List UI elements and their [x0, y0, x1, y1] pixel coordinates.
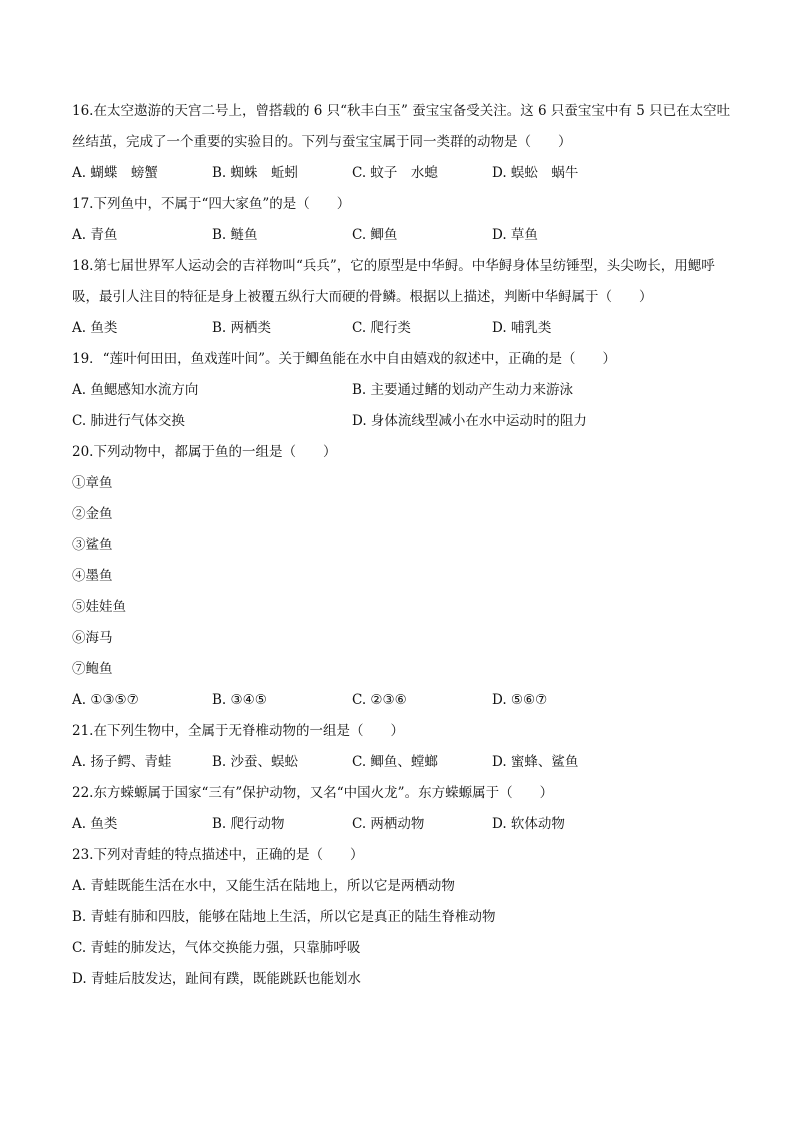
question-19-options-row2 [72, 406, 732, 437]
question-18-stem: 18.第七届世界军人运动会的吉祥物叫“兵兵”，它的原型是中华鲟。中华鲟身体呈纺锤型，头尖吻长，用鳃呼吸，最引人注目的特征是身上被覆五纵行大而硬的骨鳞。根据以上描述，判断中华鲟属于（ ） [72, 258, 715, 305]
question-17-options [72, 220, 732, 251]
question-16-options [72, 158, 732, 189]
question-list [72, 96, 732, 995]
option-b[interactable]: B. 主要通过鳍的划动产生动力来游泳 [352, 382, 574, 398]
question-16-stem: 16.在太空遨游的天宫二号上，曾搭载的 6 只“秋丰白玉” 蚕宝宝备受关注。这 6 只蚕宝宝中有 5 只已在太空吐丝结茧，完成了一个重要的实验目的。下列与蚕宝宝属于同一类群的动物是（ ） [72, 103, 731, 150]
option-b[interactable]: B. 两栖类 [212, 320, 272, 336]
question-20-item: ③鲨鱼 [72, 537, 113, 553]
option-d[interactable]: D. ⑤⑥⑦ [492, 692, 548, 708]
question-19-stem: 19．“莲叶何田田，鱼戏莲叶间”。关于鲫鱼能在水中自由嬉戏的叙述中，正确的是（ ） [72, 351, 616, 367]
question-19-options-row1 [72, 375, 732, 406]
option-d[interactable]: D. 哺乳类 [492, 320, 552, 336]
question-20-item: ⑦鲍鱼 [72, 661, 113, 677]
question-20-item: ①章鱼 [72, 475, 113, 491]
option-d[interactable]: D. 软体动物 [492, 816, 565, 832]
question-20-options [72, 685, 732, 716]
question-20-item: ②金鱼 [72, 506, 113, 522]
option-c[interactable]: C. ②③⑥ [352, 692, 407, 708]
option-b[interactable]: B. 鲢鱼 [212, 227, 258, 243]
option-b[interactable]: B. 爬行动物 [212, 816, 285, 832]
question-22-stem: 22.东方蝾螈属于国家“三有”保护动物，又名“中国火龙”。东方蝾螈属于（ ） [72, 785, 554, 801]
option-b[interactable]: B. ③④⑤ [212, 692, 267, 708]
option-a[interactable]: A. 鱼鳃感知水流方向 [72, 382, 199, 398]
question-21-stem: 21.在下列生物中，全属于无脊椎动物的一组是（ ） [72, 723, 404, 739]
question-20-item: ④墨鱼 [72, 568, 113, 584]
option-d[interactable]: D. 身体流线型减小在水中运动时的阻力 [352, 413, 587, 429]
option-c[interactable]: C. 蚊子 水螅 [352, 165, 438, 181]
option-a[interactable]: A. 蝴蝶 螃蟹 [72, 165, 158, 181]
option-d[interactable]: D. 蜜蜂、鲨鱼 [492, 754, 579, 770]
option-d[interactable]: D. 草鱼 [492, 227, 538, 243]
option-a[interactable]: A. 青鱼 [72, 227, 118, 243]
question-21-options [72, 747, 732, 778]
option-a[interactable]: A. 鱼类 [72, 816, 118, 832]
question-17-stem: 17.下列鱼中，不属于“四大家鱼”的是（ ） [72, 196, 351, 212]
option-a[interactable]: A. ①③⑤⑦ [72, 692, 139, 708]
option-c[interactable]: C. 鲫鱼 [352, 227, 398, 243]
option-a[interactable]: A. 青蛙既能生活在水中，又能生活在陆地上，所以它是两栖动物 [72, 878, 455, 894]
option-b[interactable]: B. 青蛙有肺和四肢，能够在陆地上生活，所以它是真正的陆生脊椎动物 [72, 909, 496, 925]
option-c[interactable]: C. 爬行类 [352, 320, 411, 336]
option-c[interactable]: C. 青蛙的肺发达，气体交换能力强，只靠肺呼吸 [72, 940, 361, 956]
question-20-item: ⑥海马 [72, 630, 113, 646]
question-20-stem: 20.下列动物中，都属于鱼的一组是（ ） [72, 444, 337, 460]
option-a[interactable]: A. 鱼类 [72, 320, 118, 336]
option-a[interactable]: A. 扬子鳄、青蛙 [72, 754, 172, 770]
option-d[interactable]: D. 青蛙后肢发达，趾间有蹼，既能跳跃也能划水 [72, 971, 361, 987]
question-20-item: ⑤娃娃鱼 [72, 599, 126, 615]
option-c[interactable]: C. 肺进行气体交换 [72, 413, 185, 429]
option-c[interactable]: C. 两栖动物 [352, 816, 425, 832]
option-b[interactable]: B. 蜘蛛 蚯蚓 [212, 165, 299, 181]
question-18-options [72, 313, 732, 344]
question-22-options [72, 809, 732, 840]
option-c[interactable]: C. 鲫鱼、螳螂 [352, 754, 438, 770]
option-d[interactable]: D. 蜈蚣 蜗牛 [492, 165, 579, 181]
question-23-stem: 23.下列对青蛙的特点描述中，正确的是（ ） [72, 847, 364, 863]
option-b[interactable]: B. 沙蚕、蜈蚣 [212, 754, 299, 770]
